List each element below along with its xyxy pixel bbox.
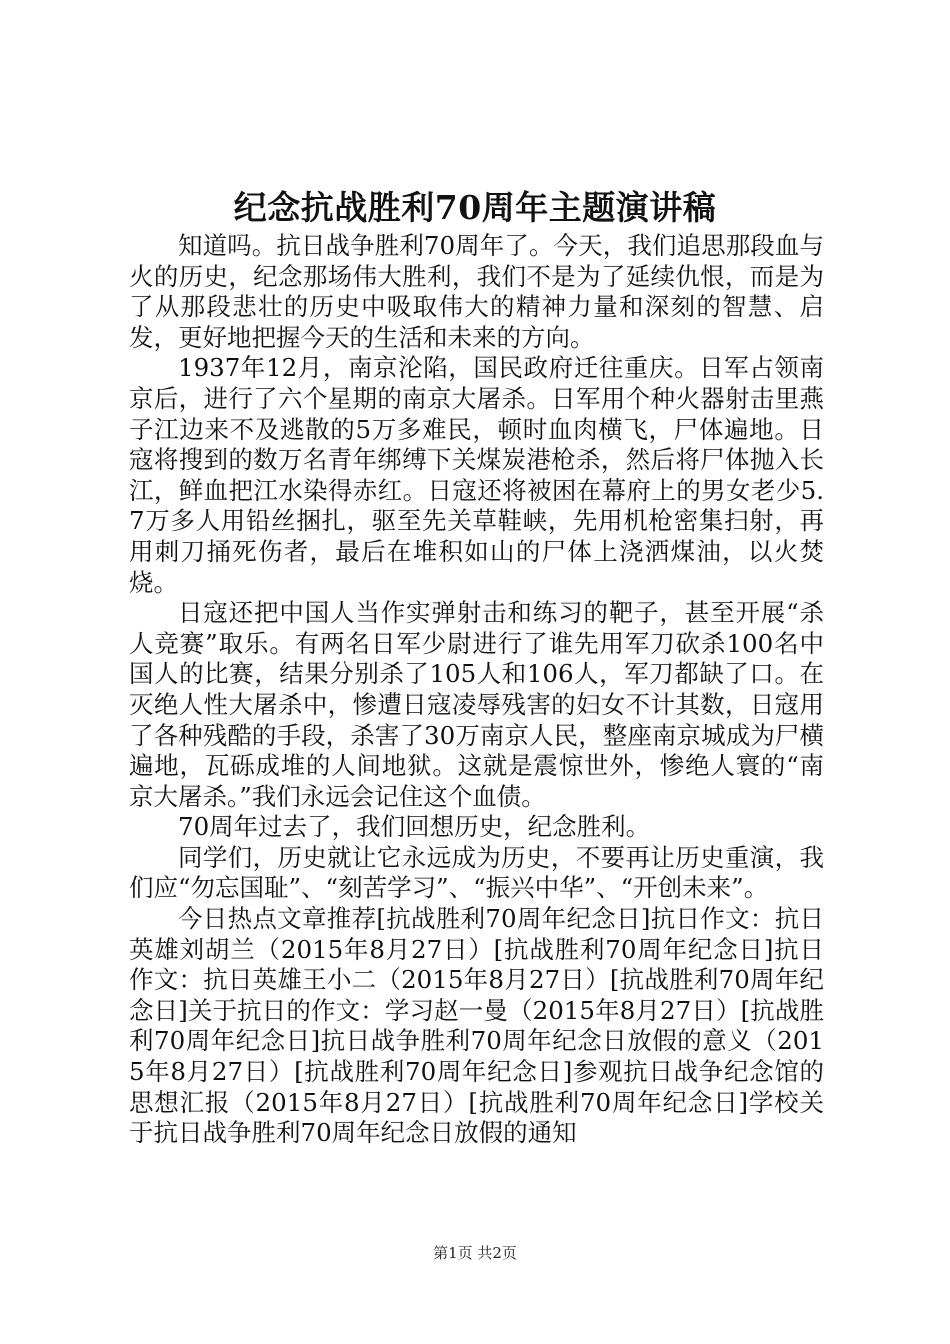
paragraph-recommended-articles: 今日热点文章推荐[抗战胜利70周年纪念日]抗日作文：抗日英雄刘胡兰（2015年8月27日）[抗战胜利70周年纪念日]抗日作文：抗日英雄王小二（2015年8月27日）[抗战胜利70周年纪念日]关于抗日的作文：学习赵一曼（2015年8月27日）[抗战胜利70周年纪念日]抗日战争胜利70周年纪念日放假的意义（2015年8月27日）[抗战胜利70周年纪念日]参观抗日战争纪念馆的思想汇报（2015年8月27日）[抗战胜利70周年纪念日]学校关于抗日战争胜利70周年纪念日放假的通知 [129, 904, 824, 1148]
document-title: 纪念抗战胜利70周年主题演讲稿 [233, 188, 717, 227]
paragraph-nanjing-fall: 1937年12月，南京沦陷，国民政府迁往重庆。日军占领南京后，进行了六个星期的南京大屠杀。日军用个种火器射击里燕子江边来不及逃散的5万多难民，顿时血肉横飞，尸体遍地。日寇将搜到的数万名青年绑缚下关煤炭港枪杀，然后将尸体抛入长江，鲜血把江水染得赤红。日寇还将被困在幕府上的男女老少5.7万多人用铅丝捆扎，驱至先关草鞋峡，先用机枪密集扫射，再用刺刀捅死伤者，最后在堆积如山的尸体上浇洒煤油，以火焚烧。 [129, 353, 824, 597]
document-body [129, 231, 824, 1149]
paragraph-killing-contest: 日寇还把中国人当作实弹射击和练习的靶子，甚至开展“杀人竞赛”取乐。有两名日军少尉进行了谁先用军刀砍杀100名中国人的比赛，结果分别杀了105人和106人，军刀都缺了口。在灭绝人性大屠杀中，惨遭日寇凌辱残害的妇女不计其数，日寇用了各种残酷的手段，杀害了30万南京人民，整座南京城成为尸横遍地，瓦砾成堆的人间地狱。这就是震惊世外，惨绝人寰的“南京大屠杀。”我们永远会记住这个血债。 [129, 598, 824, 811]
paragraph-call-to-students: 同学们，历史就让它永远成为历史，不要再让历史重演，我们应“勿忘国耻”、“刻苦学习”、“振兴中华”、“开创未来”。 [129, 842, 824, 903]
paragraph-anniversary: 70周年过去了，我们回想历史，纪念胜利。 [178, 812, 651, 842]
paragraph-intro: 知道吗。抗日战争胜利70周年了。今天，我们追思那段血与火的历史，纪念那场伟大胜利，我们不是为了延续仇恨，而是为了从那段悲壮的历史中吸取伟大的精神力量和深刻的智慧、启发，更好地把握今天的生活和未来的方向。 [129, 231, 824, 352]
page-number-footer: 第1页 共2页 [433, 1244, 517, 1262]
